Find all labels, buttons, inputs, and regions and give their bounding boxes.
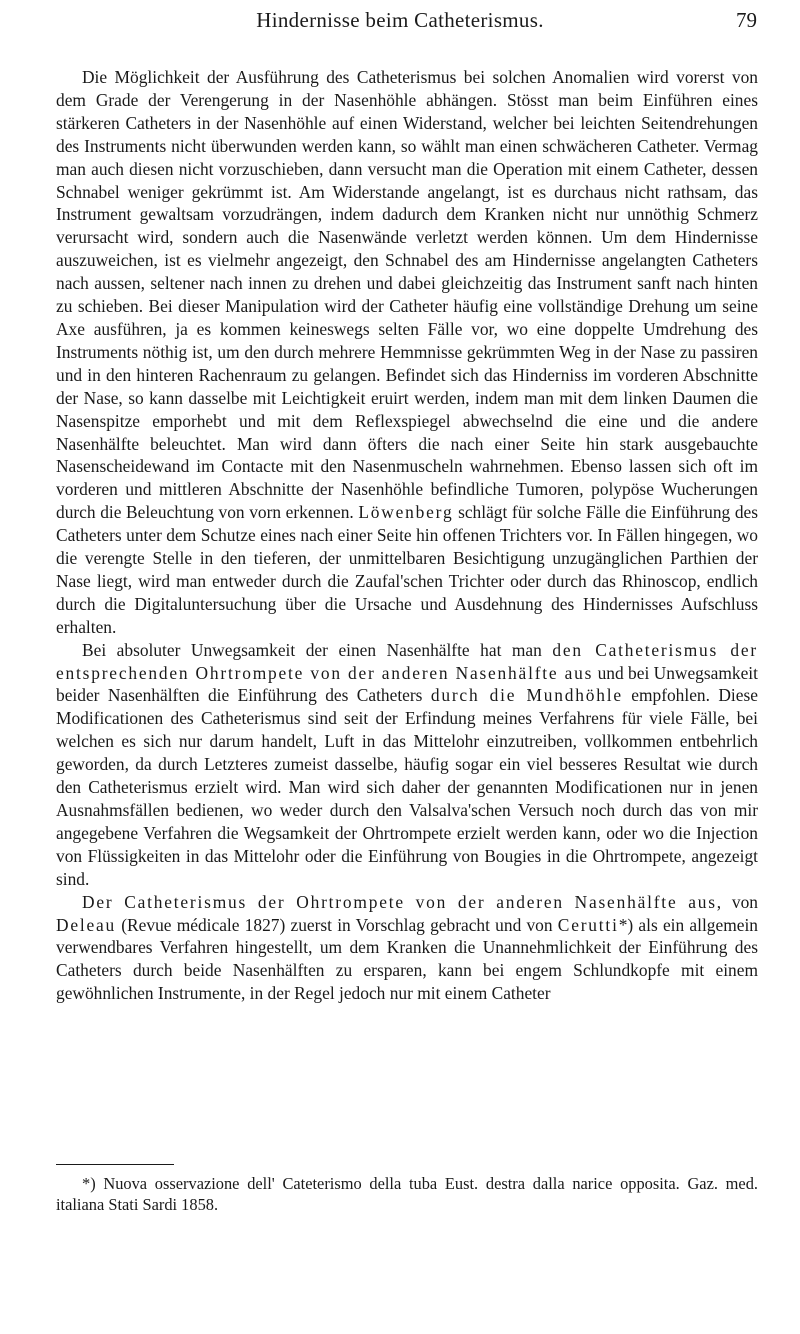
body-text	[56, 66, 758, 1005]
text-run: von	[731, 891, 758, 912]
text-run: Bei absoluter Unwegsamkeit der einen Nasenhälfte hat man	[82, 639, 542, 660]
text-run: schlägt für solche Fälle die Einführung des Catheters unter dem Schutze eines nach einer Seite hin offenen Trichters vor. In Fällen hingegen, wo die verengte Stelle in den tieferen, der unmittelbaren Besichtigung unzugänglichen Parthien der Nase liegt, wird man entweder durch die Zaufal'schen Trichter oder durch das Rhinoscop, endlich durch die Digitaluntersuchung über die Ursache und Ausdehnung des Hindernisses Aufschluss erhalten.	[56, 502, 759, 637]
spaced-name: Löwenberg	[358, 502, 454, 523]
paragraph-3	[56, 891, 758, 1006]
spaced-emphasis: den Catheterismus der entsprechenden Ohrtrompete von der anderen Nasenhälfte aus	[56, 639, 758, 683]
paragraph-1	[56, 66, 758, 639]
text-run: empfohlen. Diese Modificationen des Catheterismus sind seit der Erfindung meines Verfahrens für viele Fälle, bei welchen es sich nur darum handelt, Luft in das Mittelohr einzutreiben, vollkommen entbehrlich geworden, da durch Letzteres zumeist dasselbe, häufig sogar ein viel besseres Resultat wie durch den Catheterismus erzielt wird. Man wird sich daher der genannten Modificationen nur in jenen Ausnahmsfällen bedienen, wo weder durch den Valsalva'schen Versuch noch durch das von mir angegebene Verfahren die Wegsamkeit der Ohrtrompete erzielt werden kann, oder wo die Injection von Flüssigkeiten in das Mittelohr oder die Einführung von Bougies in die Ohrtrompete, angezeigt sind.	[56, 685, 758, 889]
footnote: *) Nuova osservazione dell' Cateterismo della tuba Eust. destra dalla narice opposita. Gaz. med. italiana Stati Sardi 1858.	[56, 1174, 758, 1214]
text-run: und bei Unwegsamkeit beider Nasenhälften die Einführung des Catheters	[56, 662, 758, 706]
spaced-emphasis: durch die Mundhöhle	[430, 685, 623, 706]
page-number: 79	[736, 8, 757, 32]
footnote-rule	[56, 1164, 174, 1165]
text-run: Die Möglichkeit der Ausführung des Catheterismus bei solchen Anomalien wird vorerst von dem Grade der Verengerung in der Nasenhöhle abhängen. Stösst man beim Einführen eines stärkeren Catheters in der Nasenhöhle auf einen Widerstand, welcher bei leichten Seitendrehungen des Instruments nicht überwunden werden kann, so wählt man einen schwächeren Catheter. Vermag man auch diesen nicht vorzuschieben, dann versucht man die Operation mit einem Catheter, dessen Schnabel weniger gekrümmt ist. Am Widerstande angelangt, ist es durchaus nicht rathsam, das Instrument gewaltsam vorzudrängen, indem dadurch dem Kranken nicht nur unnöthig Schmerz verursacht wird, sondern auch die Nasenwände verletzt werden können. Um dem Hindernisse auszuweichen, ist es vielmehr angezeigt, den Schnabel des am Hindernisse angelangten Catheters nach aussen, seltener nach innen zu drehen und dabei gleichzeitig das Instrument sanft nach hinten zu schieben. Bei dieser Manipulation wird der Catheter häufig eine vollständige Drehung um seine Axe ausführen, ja es kommen keineswegs selten Fälle vor, wo eine doppelte Umdrehung des Instruments nöthig ist, um den durch mehrere Hemmnisse gekrümmten Weg in der Nase zu passiren und in den hinteren Rachenraum zu gelangen. Befindet sich das Hinderniss im vorderen Abschnitte der Nase, so kann dasselbe mit Leichtigkeit eruirt werden, indem man mit dem linken Daumen die Nasenspitze emporhebt und mit dem Reflexspiegel abwechselnd die eine und die andere Nasenhälfte beleuchtet. Man wird dann öfters die nach einer Seite hin stark ausgebauchte Nasenscheidewand im Contacte mit den Nasenmuscheln wahrnehmen. Ebenso lassen sich oft im vorderen und mittleren Abschnitte der Nasenhöhle befindliche Tumoren, polypöse Wucherungen durch die Beleuchtung von vorn erkennen.	[56, 67, 758, 523]
text-run: *) als ein allgemein verwendbares Verfahren hingestellt, um dem Kranken die Unannehmlichkeit der Einführung des Catheters durch beide Nasenhälften zu ersparen, kann bei engem Schlundkopfe mit einem gewöhnlichen Instrumente, in der Regel jedoch nur mit einem Catheter	[56, 914, 758, 1004]
text-run: (Revue médicale 1827) zuerst in Vorschlag gebracht und von	[121, 914, 553, 935]
spaced-name: Deleau	[56, 914, 117, 935]
spaced-name: Cerutti	[557, 914, 619, 935]
spaced-emphasis: Der Catheterismus der Ohrtrompete von der anderen Nasenhälfte aus,	[82, 891, 723, 912]
running-title: Hindernisse beim Catheterismus.	[256, 8, 544, 32]
paragraph-2	[56, 639, 758, 891]
page-header	[0, 8, 800, 40]
